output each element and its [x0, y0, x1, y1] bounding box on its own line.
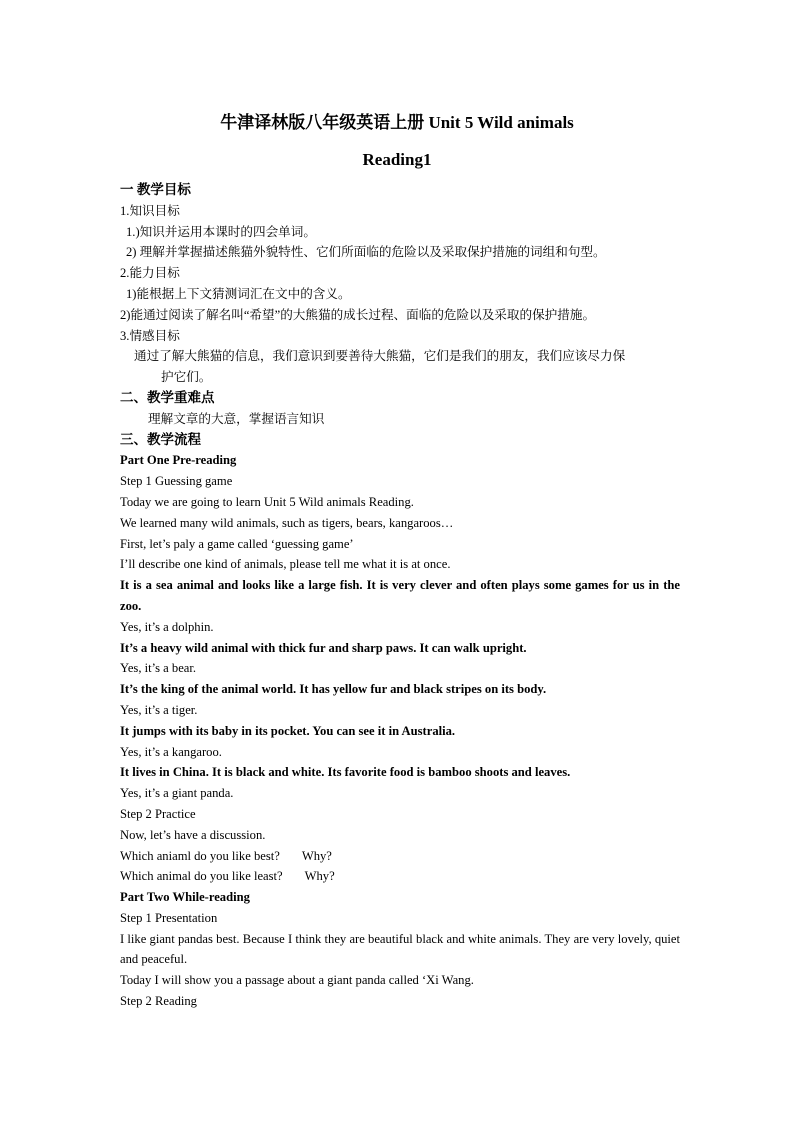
step-guessing-game: Step 1 Guessing game — [120, 474, 233, 489]
text-line: First, let’s paly a game called ‘guessing game’ — [120, 536, 354, 551]
emotion-text-line1: 通过了解大熊猫的信息，我们意识到要善待大熊猫，它们是我们的朋友，我们应该尽力保 — [134, 349, 626, 364]
text-line: Now, let’s have a discussion. — [120, 827, 266, 842]
answer-panda: Yes, it’s a giant panda. — [120, 786, 234, 801]
text-line: Today we are going to learn Unit 5 Wild animals Reading. — [120, 494, 414, 509]
riddle-panda: It lives in China. It is black and white. Its favorite food is bamboo shoots and leaves. — [120, 765, 571, 780]
part-two-title: Part Two While-reading — [120, 890, 250, 905]
ability-item-2: 2)能通过阅读了解名叫“希望”的大熊猫的成长过程、面临的危险以及采取的保护措施。 — [120, 307, 596, 322]
ability-title: 2.能力目标 — [120, 266, 180, 281]
step-reading: Step 2 Reading — [120, 994, 197, 1009]
step-practice: Step 2 Practice — [120, 806, 196, 821]
riddle-kangaroo: It jumps with its baby in its pocket. You can see it in Australia. — [120, 723, 456, 738]
document-title: 牛津译林版八年级英语上册 Unit 5 Wild animals — [220, 113, 574, 132]
emotion-title: 3.情感目标 — [120, 328, 180, 343]
discussion-question-2 — [120, 866, 680, 887]
riddle-bear: It’s a heavy wild animal with thick fur and sharp paws. It can walk upright. — [120, 640, 527, 655]
answer-bear: Yes, it’s a bear. — [120, 661, 197, 676]
section-heading-objectives: 一 教学目标 — [120, 182, 191, 197]
why-text: Why? — [301, 848, 332, 863]
riddle-tiger: It’s the king of the animal world. It has yellow fur and black stripes on its body. — [120, 682, 547, 697]
question-text: Which animal do you like least? — [120, 869, 283, 884]
section-heading-procedure: 三、教学流程 — [120, 431, 201, 447]
document-body — [120, 180, 680, 1012]
document-subtitle: Reading1 — [362, 150, 432, 169]
text-line: I’ll describe one kind of animals, please tell me what it is at once. — [120, 557, 451, 572]
knowledge-item-1: 1.)知识并运用本课时的四会单词。 — [126, 224, 316, 239]
part-one-title: Part One Pre-reading — [120, 453, 237, 468]
key-points-text: 理解文章的大意，掌握语言知识 — [148, 411, 325, 426]
step-presentation: Step 1 Presentation — [120, 910, 218, 925]
answer-tiger: Yes, it’s a tiger. — [120, 702, 198, 717]
presentation-text: I like giant pandas best. Because I think they are beautiful black and white animals. They are very lovely, quiet and peaceful. — [120, 931, 680, 967]
section-heading-key-points: 二、教学重难点 — [120, 389, 215, 405]
riddle-dolphin: It is a sea animal and looks like a large fish. It is very clever and often plays some games for us in the zoo. — [120, 578, 680, 613]
knowledge-title: 1.知识目标 — [120, 203, 180, 218]
question-text: Which aniaml do you like best? — [120, 848, 280, 863]
emotion-text-line2: 护它们。 — [161, 370, 212, 385]
text-line: Today I will show you a passage about a giant panda called ‘Xi Wang. — [120, 973, 474, 988]
ability-item-1: 1)能根据上下文猜测词汇在文中的含义。 — [126, 286, 351, 301]
answer-kangaroo: Yes, it’s a kangaroo. — [120, 744, 222, 759]
discussion-question-1 — [120, 846, 680, 867]
why-text: Why? — [304, 869, 335, 884]
answer-dolphin: Yes, it’s a dolphin. — [120, 619, 214, 634]
knowledge-item-2: 2) 理解并掌握描述熊猫外貌特性、它们所面临的危险以及采取保护措施的词组和句型。 — [126, 245, 606, 260]
text-line: We learned many wild animals, such as tigers, bears, kangaroos… — [120, 515, 454, 530]
